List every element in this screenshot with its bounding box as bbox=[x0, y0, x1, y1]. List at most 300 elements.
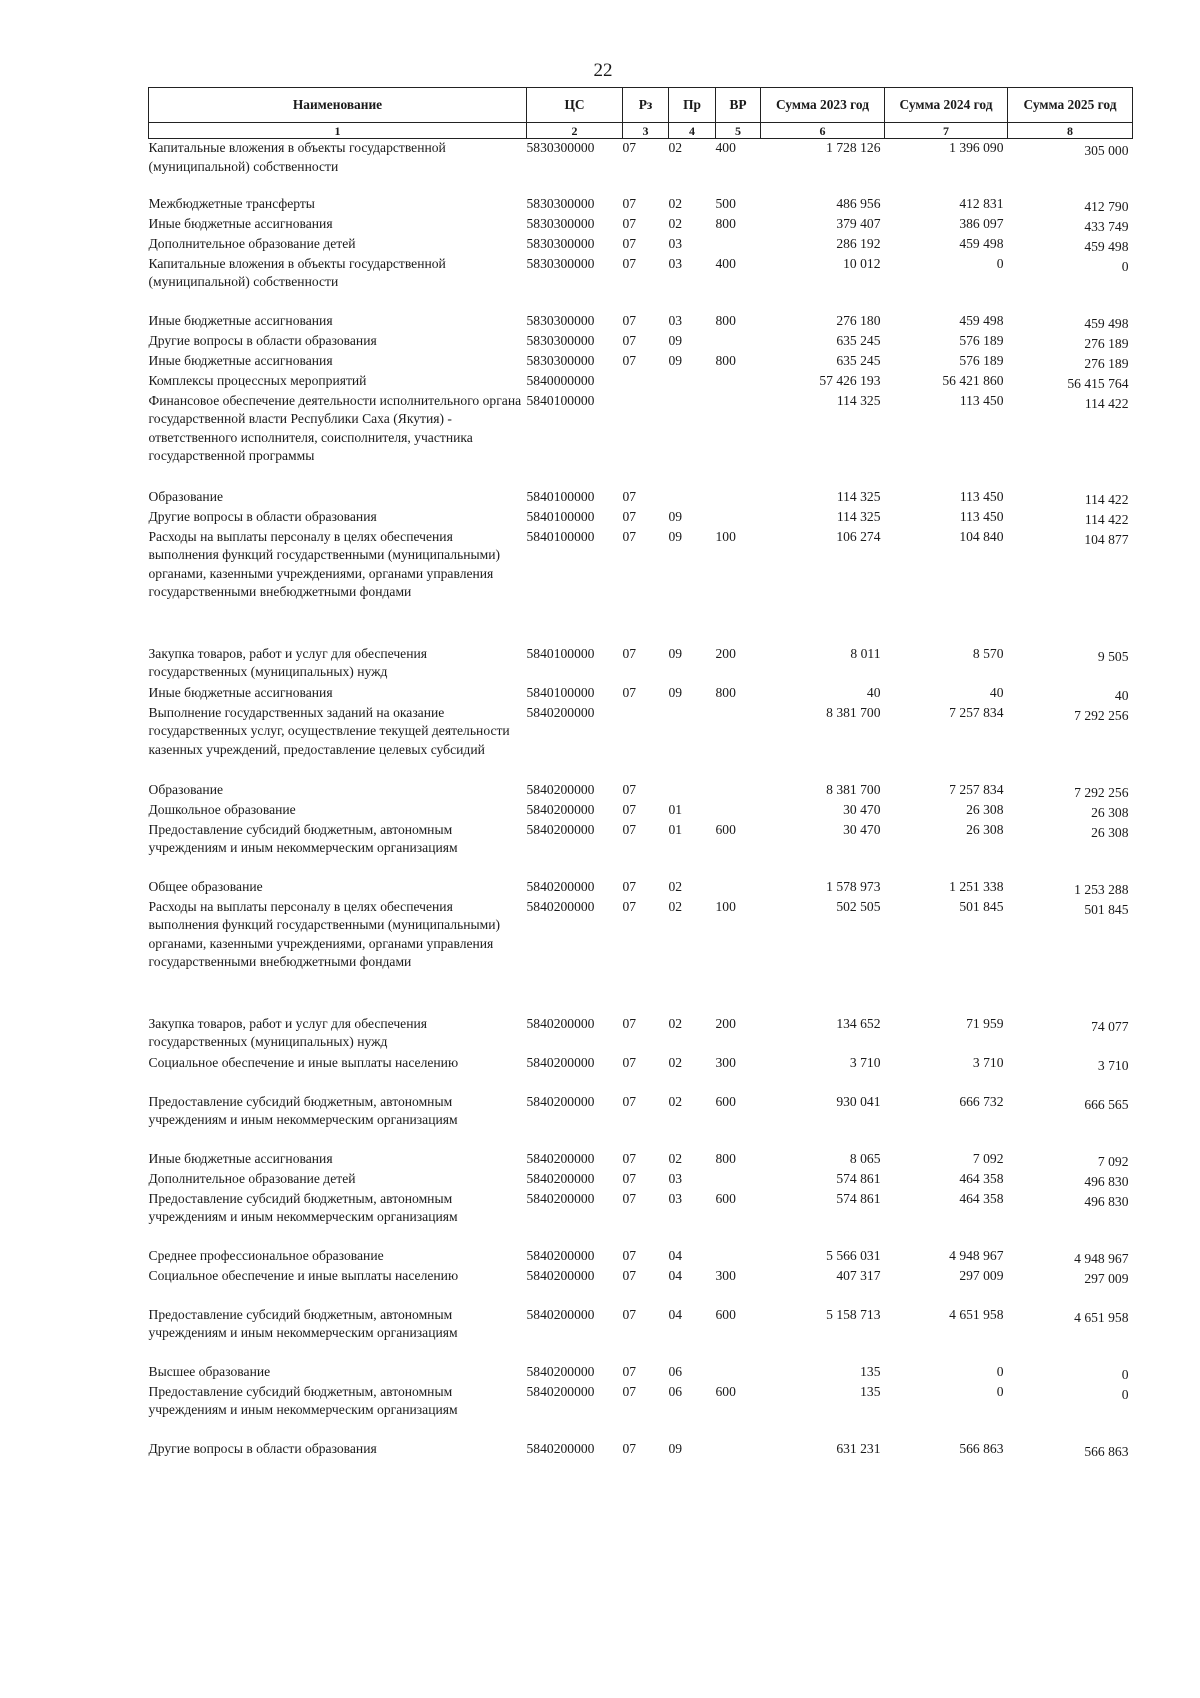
header-sum-2025: Сумма 2025 год bbox=[1008, 88, 1133, 123]
row-rz bbox=[623, 139, 669, 195]
row-vr-text: 600 bbox=[715, 1093, 736, 1109]
row-name-text: Закупка товаров, работ и услуг для обеспечения государственных (муниципальных) нужд bbox=[148, 645, 427, 680]
row-vr-text: 100 bbox=[715, 528, 736, 544]
row-sum-2025 bbox=[1008, 352, 1133, 372]
table-row bbox=[149, 684, 1133, 704]
row-rz bbox=[623, 781, 669, 801]
row-sum-2024-text: 464 358 bbox=[959, 1190, 1004, 1206]
row-sum-2025 bbox=[1008, 508, 1133, 528]
row-sum-2023-text: 30 470 bbox=[843, 821, 881, 837]
row-rz bbox=[623, 898, 669, 1015]
row-pr bbox=[669, 1383, 716, 1440]
row-vr-text: 100 bbox=[715, 898, 736, 914]
row-sum-2024 bbox=[885, 1190, 1008, 1247]
row-sum-2025 bbox=[1008, 684, 1133, 704]
row-sum-2025 bbox=[1008, 801, 1133, 821]
row-rz-text: 07 bbox=[622, 528, 637, 544]
row-cs bbox=[527, 878, 623, 898]
row-cs bbox=[527, 255, 623, 312]
row-sum-2023-text: 106 274 bbox=[836, 528, 881, 544]
row-cs bbox=[527, 528, 623, 645]
row-sum-2023-text: 574 861 bbox=[836, 1190, 881, 1206]
row-rz-text: 07 bbox=[622, 1190, 637, 1206]
row-pr bbox=[669, 1150, 716, 1170]
row-pr-text: 09 bbox=[668, 684, 683, 700]
table-row bbox=[149, 332, 1133, 352]
header-cs: ЦС bbox=[527, 88, 623, 123]
row-sum-2023-text: 1 578 973 bbox=[826, 878, 881, 894]
row-sum-2023 bbox=[761, 684, 885, 704]
row-sum-2023 bbox=[761, 1440, 885, 1460]
row-rz-text: 07 bbox=[622, 821, 637, 837]
row-pr-text: 02 bbox=[668, 1054, 683, 1070]
row-sum-2023 bbox=[761, 1015, 885, 1054]
row-rz bbox=[623, 1150, 669, 1170]
row-vr bbox=[716, 235, 761, 255]
row-cs bbox=[527, 139, 623, 195]
row-sum-2024-text: 40 bbox=[989, 684, 1004, 700]
row-sum-2023-text: 930 041 bbox=[836, 1093, 881, 1109]
row-rz-text: 07 bbox=[622, 255, 637, 271]
row-vr bbox=[716, 1267, 761, 1306]
row-sum-2024-text: 412 831 bbox=[959, 195, 1004, 211]
row-cs-text: 5840200000 bbox=[526, 1093, 595, 1109]
row-sum-2025 bbox=[1008, 139, 1133, 195]
row-sum-2024 bbox=[885, 235, 1008, 255]
row-sum-2023-text: 10 012 bbox=[843, 255, 881, 271]
row-pr bbox=[669, 684, 716, 704]
row-rz-text: 07 bbox=[622, 878, 637, 894]
row-sum-2024 bbox=[885, 801, 1008, 821]
table-row bbox=[149, 1247, 1133, 1267]
row-vr-text: 400 bbox=[715, 140, 736, 155]
row-name bbox=[149, 801, 527, 821]
row-cs bbox=[527, 332, 623, 352]
row-rz-text: 07 bbox=[622, 1015, 637, 1031]
row-sum-2025 bbox=[1008, 645, 1133, 684]
row-rz-text: 07 bbox=[622, 215, 637, 231]
row-sum-2024-text: 4 651 958 bbox=[949, 1306, 1004, 1322]
row-rz bbox=[623, 1247, 669, 1267]
row-pr bbox=[669, 801, 716, 821]
table-row bbox=[149, 1054, 1133, 1093]
row-sum-2024 bbox=[885, 1054, 1008, 1093]
row-name bbox=[149, 878, 527, 898]
row-sum-2023 bbox=[761, 1093, 885, 1150]
row-sum-2024-text: 576 189 bbox=[959, 352, 1004, 368]
row-pr bbox=[669, 704, 716, 781]
row-vr-text: 600 bbox=[715, 1383, 736, 1399]
table-body bbox=[149, 139, 1133, 1460]
row-pr-text: 03 bbox=[668, 235, 683, 251]
row-vr bbox=[716, 801, 761, 821]
row-sum-2023-text: 8 011 bbox=[850, 645, 881, 661]
row-pr bbox=[669, 878, 716, 898]
table-row bbox=[149, 1170, 1133, 1190]
row-name bbox=[149, 1247, 527, 1267]
row-pr-text: 02 bbox=[668, 1015, 683, 1031]
row-sum-2025 bbox=[1008, 1267, 1133, 1306]
row-sum-2024-text: 459 498 bbox=[959, 312, 1004, 328]
row-pr bbox=[669, 215, 716, 235]
row-sum-2024 bbox=[885, 139, 1008, 195]
row-rz bbox=[623, 1170, 669, 1190]
row-name bbox=[149, 195, 527, 215]
row-pr-text: 09 bbox=[668, 332, 683, 348]
row-pr bbox=[669, 1306, 716, 1363]
row-sum-2024 bbox=[885, 1440, 1008, 1460]
row-sum-2025-text: 4 651 958 bbox=[1074, 1309, 1129, 1325]
row-name-text: Закупка товаров, работ и услуг для обеспечения государственных (муниципальных) нужд bbox=[148, 1015, 427, 1050]
row-rz-text: 07 bbox=[622, 1306, 637, 1322]
row-name-text: Предоставление субсидий бюджетным, автономным учреждениям и иным некоммерческим организациям bbox=[148, 1190, 458, 1225]
row-rz bbox=[623, 508, 669, 528]
row-sum-2024-text: 1 251 338 bbox=[949, 878, 1004, 894]
row-cs-text: 5830300000 bbox=[526, 255, 595, 271]
row-sum-2023 bbox=[761, 255, 885, 312]
row-cs bbox=[527, 488, 623, 508]
row-name bbox=[149, 704, 527, 781]
row-cs-text: 5840200000 bbox=[526, 1363, 595, 1379]
row-name bbox=[149, 215, 527, 235]
row-sum-2025 bbox=[1008, 1440, 1133, 1460]
row-sum-2023-text: 134 652 bbox=[836, 1015, 881, 1031]
row-pr bbox=[669, 372, 716, 392]
row-sum-2024 bbox=[885, 1306, 1008, 1363]
row-pr bbox=[669, 352, 716, 372]
table-row bbox=[149, 1440, 1133, 1460]
table-row bbox=[149, 1093, 1133, 1150]
row-rz bbox=[623, 1383, 669, 1440]
row-sum-2023 bbox=[761, 235, 885, 255]
row-rz-text: 07 bbox=[622, 508, 637, 524]
row-pr-text: 09 bbox=[668, 1440, 683, 1456]
row-cs bbox=[527, 215, 623, 235]
table-row bbox=[149, 1267, 1133, 1306]
row-name-text: Образование bbox=[148, 488, 224, 504]
row-name bbox=[149, 255, 527, 312]
row-sum-2025 bbox=[1008, 528, 1133, 645]
row-sum-2023 bbox=[761, 1247, 885, 1267]
row-sum-2025-text: 3 710 bbox=[1097, 1057, 1129, 1073]
row-sum-2023-text: 135 bbox=[860, 1383, 881, 1399]
row-rz-text: 07 bbox=[622, 488, 637, 504]
row-rz bbox=[623, 372, 669, 392]
row-name bbox=[149, 645, 527, 684]
row-pr-text: 06 bbox=[668, 1363, 683, 1379]
row-cs-text: 5830300000 bbox=[526, 195, 595, 211]
table-row bbox=[149, 372, 1133, 392]
table-row bbox=[149, 801, 1133, 821]
row-cs-text: 5840100000 bbox=[526, 508, 595, 524]
row-vr-text: 300 bbox=[715, 1267, 736, 1283]
row-sum-2023 bbox=[761, 372, 885, 392]
row-rz bbox=[623, 235, 669, 255]
row-sum-2025 bbox=[1008, 1015, 1133, 1054]
row-pr bbox=[669, 1440, 716, 1460]
row-sum-2025-text: 566 863 bbox=[1084, 1443, 1129, 1459]
row-sum-2025-text: 4 948 967 bbox=[1074, 1250, 1129, 1266]
row-sum-2025-text: 412 790 bbox=[1084, 198, 1129, 214]
row-cs-text: 5840200000 bbox=[526, 1015, 595, 1031]
row-sum-2024 bbox=[885, 821, 1008, 878]
row-vr bbox=[716, 392, 761, 488]
row-pr-text: 09 bbox=[668, 645, 683, 661]
row-rz-text: 07 bbox=[622, 781, 637, 797]
row-vr bbox=[716, 1363, 761, 1383]
row-sum-2025-text: 305 000 bbox=[1084, 143, 1129, 158]
table-row bbox=[149, 312, 1133, 332]
row-name-text: Межбюджетные трансферты bbox=[148, 195, 315, 211]
row-sum-2023-text: 5 566 031 bbox=[826, 1247, 881, 1263]
row-sum-2025 bbox=[1008, 1190, 1133, 1247]
row-sum-2023 bbox=[761, 1306, 885, 1363]
row-sum-2023 bbox=[761, 645, 885, 684]
row-cs-text: 5840200000 bbox=[526, 1150, 595, 1166]
row-cs bbox=[527, 1190, 623, 1247]
row-sum-2024 bbox=[885, 1015, 1008, 1054]
row-sum-2024-text: 26 308 bbox=[966, 801, 1004, 817]
row-name-text: Социальное обеспечение и иные выплаты населению bbox=[148, 1054, 459, 1070]
row-name bbox=[149, 821, 527, 878]
row-pr-text: 09 bbox=[668, 508, 683, 524]
row-rz bbox=[623, 352, 669, 372]
row-cs bbox=[527, 1093, 623, 1150]
row-rz bbox=[623, 878, 669, 898]
row-sum-2023 bbox=[761, 195, 885, 215]
header-pr: Пр bbox=[669, 88, 716, 123]
row-cs-text: 5840200000 bbox=[526, 1054, 595, 1070]
row-sum-2023-text: 635 245 bbox=[836, 352, 881, 368]
row-vr bbox=[716, 821, 761, 878]
row-vr bbox=[716, 1150, 761, 1170]
row-sum-2023-text: 286 192 bbox=[836, 235, 881, 251]
row-name bbox=[149, 332, 527, 352]
row-sum-2025-text: 297 009 bbox=[1084, 1270, 1129, 1286]
row-sum-2025-text: 7 292 256 bbox=[1074, 707, 1129, 723]
row-pr bbox=[669, 195, 716, 215]
row-name bbox=[149, 1440, 527, 1460]
row-cs bbox=[527, 801, 623, 821]
row-cs bbox=[527, 352, 623, 372]
row-sum-2023 bbox=[761, 312, 885, 332]
row-name bbox=[149, 1306, 527, 1363]
row-sum-2024-text: 8 570 bbox=[972, 645, 1004, 661]
row-sum-2024-text: 0 bbox=[996, 255, 1004, 271]
row-sum-2024 bbox=[885, 332, 1008, 352]
row-vr bbox=[716, 488, 761, 508]
row-vr-text: 600 bbox=[715, 1190, 736, 1206]
row-cs-text: 5840200000 bbox=[526, 1190, 595, 1206]
row-sum-2024-text: 576 189 bbox=[959, 332, 1004, 348]
row-sum-2023 bbox=[761, 352, 885, 372]
row-cs-text: 5840200000 bbox=[526, 801, 595, 817]
row-sum-2023-text: 379 407 bbox=[836, 215, 881, 231]
row-sum-2024 bbox=[885, 508, 1008, 528]
row-cs-text: 5830300000 bbox=[526, 332, 595, 348]
table-row bbox=[149, 821, 1133, 878]
row-rz-text: 07 bbox=[622, 352, 637, 368]
row-pr bbox=[669, 528, 716, 645]
row-pr-text: 02 bbox=[668, 215, 683, 231]
row-vr bbox=[716, 352, 761, 372]
row-vr-text: 400 bbox=[715, 255, 736, 271]
row-vr bbox=[716, 215, 761, 235]
row-sum-2023-text: 40 bbox=[866, 684, 881, 700]
row-sum-2023-text: 30 470 bbox=[843, 801, 881, 817]
row-rz bbox=[623, 684, 669, 704]
row-vr bbox=[716, 1015, 761, 1054]
row-sum-2023 bbox=[761, 801, 885, 821]
row-name-text: Иные бюджетные ассигнования bbox=[148, 312, 333, 328]
row-cs-text: 5840100000 bbox=[526, 392, 595, 408]
row-sum-2024 bbox=[885, 1383, 1008, 1440]
row-pr-text: 09 bbox=[668, 352, 683, 368]
row-vr bbox=[716, 1054, 761, 1093]
row-name bbox=[149, 352, 527, 372]
row-cs bbox=[527, 1054, 623, 1093]
row-vr bbox=[716, 704, 761, 781]
row-pr-text: 02 bbox=[668, 195, 683, 211]
table-row bbox=[149, 704, 1133, 781]
row-cs bbox=[527, 704, 623, 781]
row-name-text: Другие вопросы в области образования bbox=[148, 1440, 377, 1456]
row-sum-2025 bbox=[1008, 1247, 1133, 1267]
row-rz-text: 07 bbox=[622, 1093, 637, 1109]
row-rz bbox=[623, 392, 669, 488]
table-row bbox=[149, 898, 1133, 1015]
row-sum-2025 bbox=[1008, 255, 1133, 312]
row-sum-2023 bbox=[761, 488, 885, 508]
row-vr bbox=[716, 1247, 761, 1267]
row-sum-2023 bbox=[761, 139, 885, 195]
row-cs bbox=[527, 1015, 623, 1054]
row-name-text: Расходы на выплаты персоналу в целях обеспечения выполнения функций государственными (муниципальными) органами, казенными учреждениями, органами управления государственными внебюджетными фондами bbox=[148, 528, 501, 600]
row-sum-2023-text: 8 381 700 bbox=[826, 781, 881, 797]
row-sum-2023-text: 407 317 bbox=[836, 1267, 881, 1283]
row-sum-2023-text: 574 861 bbox=[836, 1170, 881, 1186]
row-name-text: Высшее образование bbox=[148, 1363, 271, 1379]
row-cs bbox=[527, 1267, 623, 1306]
row-vr bbox=[716, 645, 761, 684]
row-rz bbox=[623, 821, 669, 878]
table-row bbox=[149, 392, 1133, 488]
row-sum-2024-text: 459 498 bbox=[959, 235, 1004, 251]
row-pr bbox=[669, 488, 716, 508]
row-rz-text: 07 bbox=[622, 332, 637, 348]
row-vr-text: 600 bbox=[715, 821, 736, 837]
row-sum-2025 bbox=[1008, 392, 1133, 488]
row-sum-2023 bbox=[761, 1363, 885, 1383]
row-cs-text: 5840200000 bbox=[526, 1383, 595, 1399]
row-sum-2024 bbox=[885, 1170, 1008, 1190]
row-vr bbox=[716, 508, 761, 528]
row-cs-text: 5840200000 bbox=[526, 1267, 595, 1283]
row-name-text: Среднее профессиональное образование bbox=[148, 1247, 384, 1263]
row-sum-2023 bbox=[761, 898, 885, 1015]
row-sum-2024 bbox=[885, 372, 1008, 392]
row-cs-text: 5840200000 bbox=[526, 704, 595, 720]
row-pr-text: 02 bbox=[668, 140, 683, 155]
row-sum-2023-text: 114 325 bbox=[836, 488, 881, 504]
row-sum-2024-text: 104 840 bbox=[959, 528, 1004, 544]
column-number: 2 bbox=[527, 123, 623, 139]
row-name-text: Предоставление субсидий бюджетным, автономным учреждениям и иным некоммерческим организациям bbox=[148, 1093, 458, 1128]
row-sum-2023-text: 57 426 193 bbox=[819, 372, 881, 388]
row-sum-2024-text: 7 257 834 bbox=[949, 781, 1004, 797]
row-pr bbox=[669, 1015, 716, 1054]
row-sum-2024 bbox=[885, 488, 1008, 508]
row-rz-text: 07 bbox=[622, 684, 637, 700]
row-rz-text: 07 bbox=[622, 1247, 637, 1263]
row-name-text: Дополнительное образование детей bbox=[148, 1170, 356, 1186]
row-sum-2023 bbox=[761, 1150, 885, 1170]
row-pr bbox=[669, 392, 716, 488]
row-sum-2023-text: 8 381 700 bbox=[826, 704, 881, 720]
row-name-text: Капитальные вложения в объекты государственной (муниципальной) собственности bbox=[148, 140, 446, 174]
row-rz-text: 07 bbox=[622, 1383, 637, 1399]
row-sum-2024 bbox=[885, 645, 1008, 684]
row-sum-2023 bbox=[761, 821, 885, 878]
row-sum-2024 bbox=[885, 255, 1008, 312]
table-row bbox=[149, 1306, 1133, 1363]
row-sum-2025-text: 114 422 bbox=[1084, 511, 1129, 527]
header-name: Наименование bbox=[149, 88, 527, 123]
row-cs bbox=[527, 684, 623, 704]
row-rz-text: 07 bbox=[622, 801, 637, 817]
row-pr bbox=[669, 1054, 716, 1093]
row-rz bbox=[623, 195, 669, 215]
row-vr bbox=[716, 255, 761, 312]
row-sum-2024 bbox=[885, 781, 1008, 801]
row-sum-2023-text: 486 956 bbox=[836, 195, 881, 211]
row-sum-2024-text: 3 710 bbox=[972, 1054, 1004, 1070]
row-sum-2025-text: 7 292 256 bbox=[1074, 784, 1129, 800]
row-name bbox=[149, 139, 527, 195]
row-vr bbox=[716, 684, 761, 704]
row-vr-text: 600 bbox=[715, 1306, 736, 1322]
row-sum-2025 bbox=[1008, 312, 1133, 332]
row-cs-text: 5840200000 bbox=[526, 1306, 595, 1322]
row-cs-text: 5840200000 bbox=[526, 1440, 595, 1456]
row-name bbox=[149, 235, 527, 255]
row-sum-2024 bbox=[885, 684, 1008, 704]
row-vr-text: 800 bbox=[715, 684, 736, 700]
row-sum-2025-text: 74 077 bbox=[1091, 1018, 1129, 1034]
row-rz bbox=[623, 1267, 669, 1306]
row-sum-2023 bbox=[761, 704, 885, 781]
row-sum-2024 bbox=[885, 1150, 1008, 1170]
row-sum-2024-text: 464 358 bbox=[959, 1170, 1004, 1186]
row-sum-2025 bbox=[1008, 898, 1133, 1015]
row-sum-2025-text: 0 bbox=[1121, 1366, 1129, 1382]
row-cs bbox=[527, 821, 623, 878]
row-name bbox=[149, 1363, 527, 1383]
row-name bbox=[149, 1190, 527, 1247]
row-vr bbox=[716, 312, 761, 332]
table-row bbox=[149, 215, 1133, 235]
row-sum-2025-text: 1 253 288 bbox=[1074, 881, 1129, 897]
row-name-text: Иные бюджетные ассигнования bbox=[148, 352, 333, 368]
row-rz-text: 07 bbox=[622, 1440, 637, 1456]
row-sum-2024 bbox=[885, 878, 1008, 898]
row-cs-text: 5840200000 bbox=[526, 1247, 595, 1263]
row-cs bbox=[527, 195, 623, 215]
column-number: 1 bbox=[149, 123, 527, 139]
row-pr-text: 01 bbox=[668, 821, 683, 837]
row-name-text: Иные бюджетные ассигнования bbox=[148, 684, 333, 700]
row-name-text: Комплексы процессных мероприятий bbox=[148, 372, 367, 388]
